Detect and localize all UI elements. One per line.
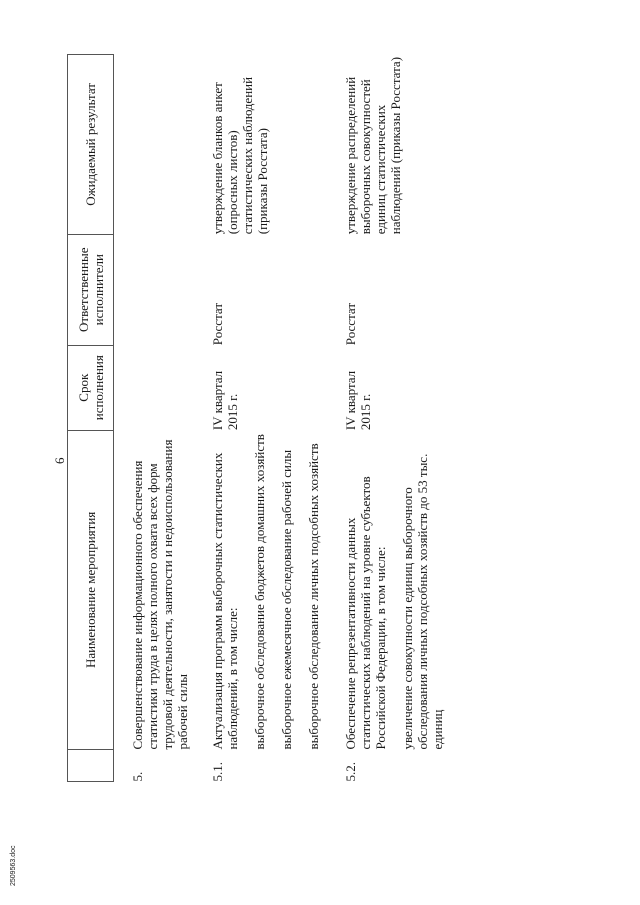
row-result: утверждение распределений выборочных совокупностей единиц статистических наблюдений (приказы Росстата) xyxy=(343,56,403,235)
header-responsible: Ответственные исполнители xyxy=(68,234,114,345)
sub-item: выборочное обследование бюджетов домашних хозяйств xyxy=(252,434,267,750)
table-row xyxy=(331,55,445,782)
measures-table xyxy=(67,54,445,782)
row-responsible: Росстат xyxy=(343,302,358,346)
row-name-cell xyxy=(331,430,445,749)
header-name: Наименование мероприятия xyxy=(68,430,114,749)
row-number: 5.1. xyxy=(210,762,225,782)
row-name: Совершенствование информационного обеспечения статистики труда в целях полного охвата всех форм трудовой деятельности, занятости и недоиспользования рабочей силы xyxy=(130,439,190,750)
header-result: Ожидаемый результат xyxy=(68,55,114,235)
table-row xyxy=(200,55,331,782)
table-header-row xyxy=(68,55,114,782)
header-number xyxy=(68,750,114,782)
row-term xyxy=(114,345,201,430)
row-number: 5. xyxy=(130,771,145,782)
row-result xyxy=(114,55,201,235)
table-row xyxy=(114,55,201,782)
row-term: IV квартал 2015 г. xyxy=(343,370,373,431)
sub-item: выборочное ежемесячное обследование рабочей силы xyxy=(279,449,294,750)
sub-item: выборочное обследование личных подсобных хозяйств xyxy=(306,443,321,750)
sub-item: увеличение совокупности единиц выборочного обследования личных подсобных хозяйств до 53 тыс. единиц xyxy=(400,453,445,750)
row-responsible xyxy=(114,234,201,345)
row-name: Актуализация программ выборочных статистических наблюдений, в том числе: xyxy=(210,452,240,750)
row-number: 5.2. xyxy=(343,762,358,782)
row-result: утверждение бланков анкет (опросных листов) статистических наблюдений (приказы Росстата) xyxy=(210,76,270,235)
row-name: Обеспечение репрезентативности данных статистических наблюдений на уровне субъектов Российской Федерации, в том числе: xyxy=(343,476,388,750)
row-name-cell xyxy=(200,430,331,749)
footer-file-code: 2509563.doc xyxy=(10,845,17,886)
row-responsible: Росстат xyxy=(210,302,225,346)
row-term: IV квартал 2015 г. xyxy=(210,370,240,431)
page-number: 6 xyxy=(52,457,67,464)
header-term: Срок исполнения xyxy=(68,345,114,430)
